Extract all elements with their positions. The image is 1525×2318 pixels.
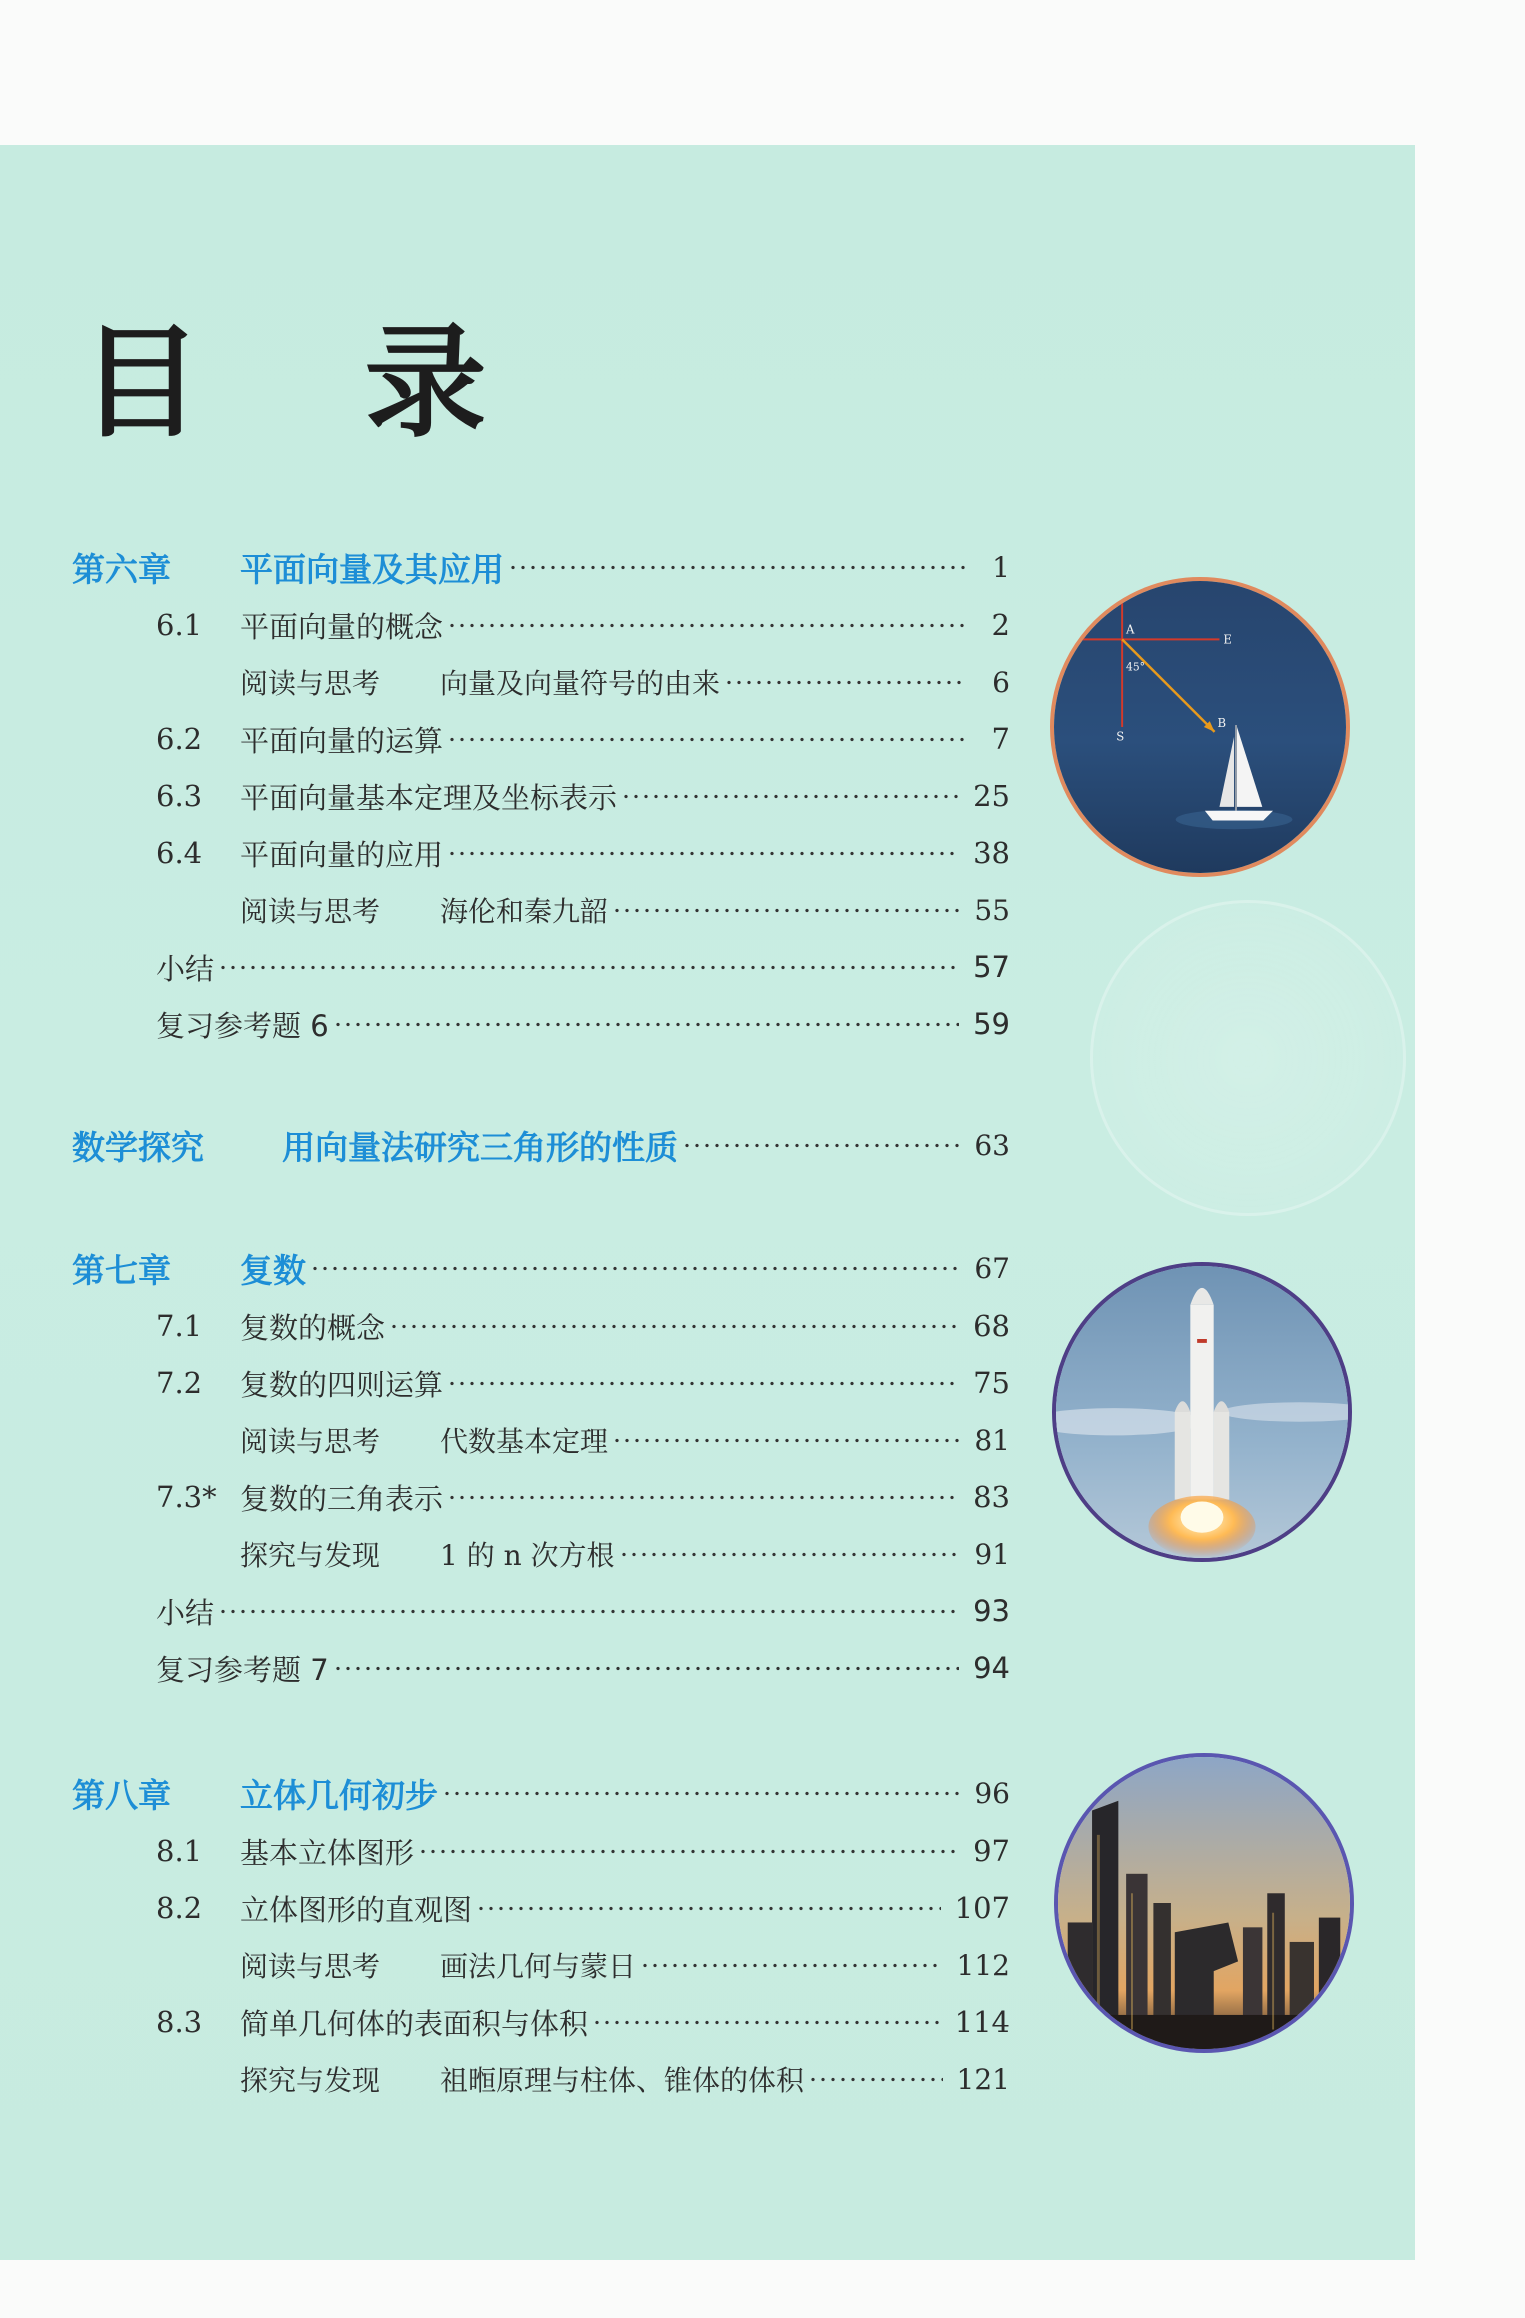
sub-title: 画法几何与蒙日 <box>440 1950 637 1983</box>
toc-chapter-7[interactable] <box>72 1240 1010 1296</box>
angle-label: 45° <box>1126 660 1145 674</box>
page-number: 68 <box>973 1309 1010 1343</box>
exploration-label: 数学探究 <box>72 1127 204 1167</box>
page-number: 97 <box>973 1834 1010 1868</box>
sub-label: 阅读与思考 <box>240 1950 381 1983</box>
sub-label: 阅读与思考 <box>240 667 381 700</box>
city-svg <box>1058 1757 1350 2049</box>
toc-section-8-2[interactable] <box>156 1880 1010 1936</box>
leader-dots <box>508 565 966 570</box>
page-number: 93 <box>973 1594 1010 1628</box>
leader-dots <box>333 1022 959 1027</box>
sub-label: 探究与发现 <box>240 1539 381 1572</box>
toc-section-6-3[interactable] <box>156 768 1010 824</box>
page-number: 91 <box>974 1537 1010 1571</box>
sub-title: 祖暅原理与柱体、锥体的体积 <box>440 2064 805 2097</box>
leader-dots <box>612 908 960 913</box>
point-b-label: B <box>1217 716 1227 730</box>
page-number: 96 <box>974 1776 1010 1810</box>
toc-summary-7[interactable] <box>156 1583 1010 1639</box>
page-number: 114 <box>954 2005 1010 2039</box>
toc-section-6-2[interactable] <box>156 711 1010 767</box>
review-title: 复习参考题 7 <box>156 1652 329 1687</box>
section-title: 复数的四则运算 <box>240 1367 444 1402</box>
section-title: 平面向量的应用 <box>240 837 444 872</box>
page-number: 112 <box>956 1948 1010 1982</box>
sub-title: 代数基本定理 <box>440 1425 609 1458</box>
background-watermark <box>1090 900 1406 1216</box>
section-title: 平面向量的运算 <box>240 723 444 758</box>
toc-section-6-4[interactable] <box>156 825 1010 881</box>
toc-section-7-1[interactable] <box>156 1298 1010 1354</box>
page-number: 38 <box>973 836 1010 870</box>
page-number: 75 <box>973 1366 1010 1400</box>
section-title: 基本立体图形 <box>240 1835 415 1870</box>
page-number: 57 <box>973 950 1010 984</box>
rocket-illustration <box>1052 1262 1352 1562</box>
leader-dots <box>447 851 959 856</box>
review-title: 复习参考题 6 <box>156 1008 329 1043</box>
section-number: 8.1 <box>156 1834 203 1868</box>
section-number: 7.1 <box>156 1309 203 1343</box>
leader-dots <box>724 680 966 685</box>
page-number: 63 <box>974 1128 1010 1162</box>
chapter-title: 立体几何初步 <box>240 1775 438 1815</box>
page-number: 83 <box>973 1480 1010 1514</box>
leader-dots <box>418 1849 959 1854</box>
leader-dots <box>389 1324 959 1329</box>
section-title: 复数的概念 <box>240 1310 386 1345</box>
leader-dots <box>310 1266 960 1271</box>
city-skyline-illustration <box>1054 1753 1354 2053</box>
toc-review-7[interactable] <box>156 1640 1010 1696</box>
leader-dots <box>682 1143 960 1148</box>
toc-section-8-1[interactable] <box>156 1823 1010 1879</box>
leader-dots <box>612 1438 960 1443</box>
section-number: 6.4 <box>156 836 203 870</box>
section-number: 6.1 <box>156 608 203 642</box>
leader-dots <box>218 1609 959 1614</box>
page-number: 67 <box>974 1251 1010 1285</box>
leader-dots <box>592 2020 941 2025</box>
page-number: 94 <box>973 1651 1010 1685</box>
chapter-title: 复数 <box>240 1250 306 1290</box>
page-number: 107 <box>954 1891 1010 1925</box>
summary-title: 小结 <box>156 1595 215 1630</box>
section-title: 立体图形的直观图 <box>240 1892 473 1927</box>
leader-dots <box>621 794 959 799</box>
leader-dots <box>476 1906 941 1911</box>
section-number: 8.3 <box>156 2005 203 2039</box>
chapter-label: 第六章 <box>72 549 171 589</box>
toc-section-6-1[interactable] <box>156 597 1010 653</box>
sub-title: 向量及向量符号的由来 <box>440 667 721 700</box>
leader-dots <box>808 2077 943 2082</box>
chapter-title: 平面向量及其应用 <box>240 549 504 589</box>
section-title: 复数的三角表示 <box>240 1481 444 1516</box>
section-number: 6.3 <box>156 779 203 813</box>
toc-chapter-8[interactable] <box>72 1765 1010 1821</box>
toc-section-7-3[interactable] <box>156 1469 1010 1525</box>
page-number: 2 <box>991 608 1010 642</box>
chapter-label: 第八章 <box>72 1775 171 1815</box>
sub-label: 阅读与思考 <box>240 1425 381 1458</box>
toc-section-8-3[interactable] <box>156 1994 1010 2050</box>
toc-reading-8[interactable] <box>240 1937 1010 1993</box>
section-title: 简单几何体的表面积与体积 <box>240 2006 589 2041</box>
east-label: E <box>1223 632 1232 647</box>
sub-label: 探究与发现 <box>240 2064 381 2097</box>
exploration-title: 用向量法研究三角形的性质 <box>282 1127 678 1167</box>
page-number: 59 <box>973 1007 1010 1041</box>
leader-dots <box>218 965 959 970</box>
toc-reading-6-a[interactable] <box>240 654 1010 710</box>
toc-explore-7[interactable] <box>240 1526 1010 1582</box>
chapter-label: 第七章 <box>72 1250 171 1290</box>
toc-chapter-6[interactable] <box>72 539 1010 595</box>
toc-section-7-2[interactable] <box>156 1355 1010 1411</box>
leader-dots <box>442 1791 960 1796</box>
page-number: 121 <box>956 2062 1010 2096</box>
point-a-label: A <box>1126 622 1135 637</box>
page-number: 1 <box>992 550 1010 584</box>
toc-explore-8[interactable] <box>240 2051 1010 2107</box>
section-title: 平面向量基本定理及坐标表示 <box>240 780 618 815</box>
page-title: 目 录 <box>80 310 547 454</box>
sailboat-svg <box>1054 581 1346 873</box>
toc-reading-7[interactable] <box>240 1412 1010 1468</box>
leader-dots <box>640 1963 943 1968</box>
page-number: 6 <box>992 665 1010 699</box>
section-number: 7.3* <box>156 1480 217 1514</box>
summary-title: 小结 <box>156 951 215 986</box>
toc-math-exploration[interactable] <box>72 1117 1010 1173</box>
toc-reading-6-b[interactable] <box>240 882 1010 938</box>
section-number: 8.2 <box>156 1891 203 1925</box>
rocket-svg <box>1056 1266 1348 1558</box>
sub-title: 1 的 n 次方根 <box>440 1539 615 1572</box>
section-title: 平面向量的概念 <box>240 609 444 644</box>
page-number: 7 <box>991 722 1010 756</box>
leader-dots <box>333 1666 959 1671</box>
toc-summary-6[interactable] <box>156 939 1010 995</box>
page-number: 55 <box>974 893 1010 927</box>
sub-title: 海伦和秦九韶 <box>440 895 609 928</box>
section-number: 7.2 <box>156 1366 203 1400</box>
page-number: 81 <box>974 1423 1010 1457</box>
leader-dots <box>447 1495 959 1500</box>
page-number: 25 <box>973 779 1010 813</box>
leader-dots <box>619 1552 961 1557</box>
sub-label: 阅读与思考 <box>240 895 381 928</box>
leader-dots <box>447 623 966 628</box>
leader-dots <box>447 1381 959 1386</box>
toc-review-6[interactable] <box>156 996 1010 1052</box>
section-number: 6.2 <box>156 722 203 756</box>
leader-dots <box>447 737 966 742</box>
sailboat-illustration <box>1050 577 1350 877</box>
south-label: S <box>1116 729 1125 744</box>
